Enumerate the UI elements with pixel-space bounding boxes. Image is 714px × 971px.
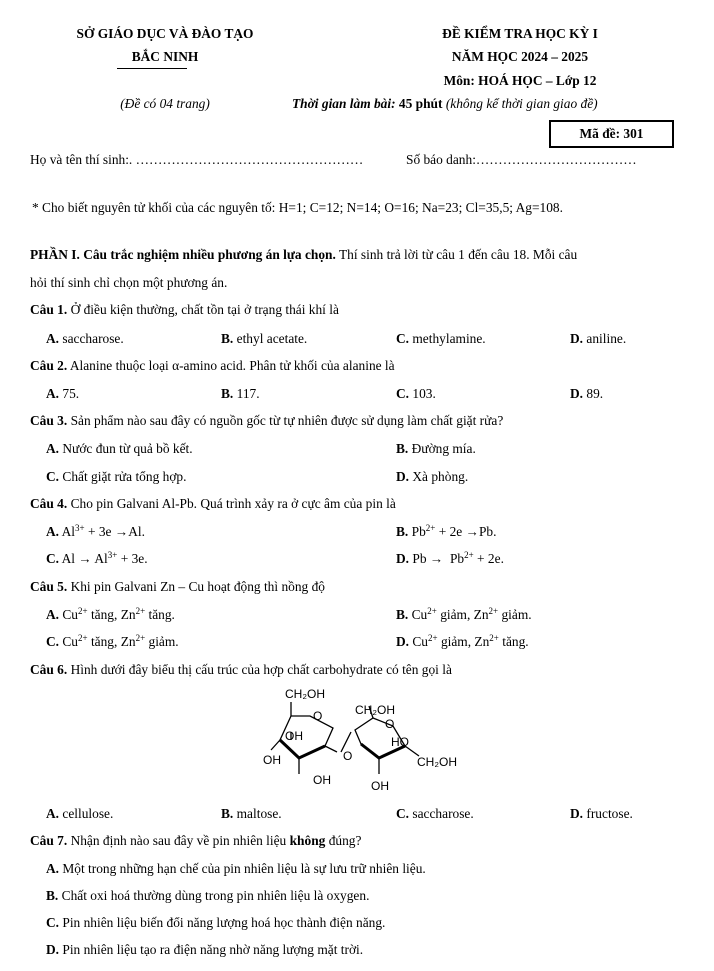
q4-option-a: A. $Al^{3+} + 3e \to Al$. bbox=[46, 523, 145, 539]
label-ch2oh-3: CH₂OH bbox=[417, 755, 457, 769]
question-number: Câu 7. bbox=[30, 833, 68, 848]
label-oh-2: OH bbox=[263, 753, 281, 767]
label-ch2oh-2: CH₂OH bbox=[355, 703, 395, 717]
q2-option-d: D. 89. bbox=[570, 386, 604, 401]
q1-option-d: D. aniline. bbox=[570, 331, 627, 346]
q4-option-c: C. $Al \to Al^{3+} + 3e$. bbox=[46, 550, 148, 566]
label-ring-o-1: O bbox=[313, 709, 323, 723]
exam-title: ĐỀ KIỂM TRA HỌC KỲ I bbox=[442, 26, 598, 41]
student-id-field: Số báo danh:……………………………… bbox=[406, 152, 637, 167]
q7-option-b: B. Chất oxi hoá thường dùng trong pin nhiên liệu là oxygen. bbox=[46, 888, 370, 903]
q1-option-a: A. saccharose. bbox=[46, 331, 124, 346]
question-number: Câu 4. bbox=[30, 496, 68, 511]
question-6 bbox=[30, 662, 452, 678]
q3-option-c: C. Chất giặt rửa tổng hợp. bbox=[46, 469, 187, 484]
q7-option-d: D. Pin nhiên liệu tạo ra điện năng nhờ năng lượng mặt trời. bbox=[46, 942, 364, 957]
question-number: Câu 1. bbox=[30, 302, 68, 317]
label-ho: HO bbox=[391, 735, 409, 749]
q1-option-b: B. ethyl acetate. bbox=[221, 331, 308, 346]
question-7: Câu 7. Nhận định nào sau đây về pin nhiên liệu không đúng? bbox=[30, 833, 362, 848]
question-text: Alanine thuộc loại α-amino acid. Phân tử khối của alanine là bbox=[67, 358, 395, 373]
part1-heading bbox=[30, 247, 577, 263]
q2-option-b: B. 117. bbox=[221, 386, 260, 401]
header-underline bbox=[117, 68, 187, 69]
q2-option-c: C. 103. bbox=[396, 386, 436, 401]
pages-note: (Đề có 04 trang) bbox=[120, 96, 210, 111]
q5-option-a: A. $Cu^{2+}$ tăng, $Zn^{2+}$ tăng. bbox=[46, 606, 175, 622]
question-text: Cho pin Galvani Al-Pb. Quá trình xảy ra ở cực âm của pin là bbox=[67, 496, 396, 511]
department-name: SỞ GIÁO DỤC VÀ ĐÀO TẠO bbox=[76, 26, 254, 41]
province-name: BẮC NINH bbox=[131, 49, 199, 64]
q2-option-a: A. 75. bbox=[46, 386, 80, 401]
school-year: NĂM HỌC 2024 – 2025 bbox=[451, 49, 589, 64]
label-ring-o-2: O bbox=[385, 717, 395, 731]
q3-option-b: B. Đường mía. bbox=[396, 441, 476, 456]
subject-line: Môn: HOÁ HỌC – Lớp 12 bbox=[443, 73, 597, 88]
q7-option-a: A. Một trong những hạn chế của pin nhiên liệu là sự lưu trữ nhiên liệu. bbox=[46, 861, 426, 876]
q7-option-c: C. Pin nhiên liệu biến đổi năng lượng hoá học thành điện năng. bbox=[46, 915, 386, 930]
exam-code-box: Mã đề: 301 bbox=[549, 120, 674, 148]
question-number: Câu 6. bbox=[30, 662, 68, 677]
time-value: 45 phút bbox=[398, 96, 443, 111]
time-note: (không kể thời gian giao đề) bbox=[445, 96, 598, 111]
q3-option-d: D. Xà phòng. bbox=[396, 469, 469, 484]
label-glycosidic-o: O bbox=[343, 749, 353, 763]
q4-option-b: B. $Pb^{2+} + 2e \to Pb$. bbox=[396, 523, 497, 539]
question-number: Câu 3. bbox=[30, 413, 68, 428]
label-oh-1: OH bbox=[285, 729, 303, 743]
q3-option-a: A. Nước đun từ quả bồ kết. bbox=[46, 441, 193, 456]
question-text: Khi pin Galvani Zn – Cu hoạt động thì nồng độ bbox=[67, 579, 325, 594]
question-text: Sản phẩm nào sau đây có nguồn gốc từ tự nhiên được sử dụng làm chất giặt rửa? bbox=[67, 413, 504, 428]
question-1 bbox=[30, 302, 339, 318]
question-text: Ở điều kiện thường, chất tồn tại ở trạng thái khí là bbox=[67, 302, 339, 317]
question-2 bbox=[30, 358, 395, 374]
question-5 bbox=[30, 579, 325, 595]
label-oh-4: OH bbox=[371, 779, 389, 793]
q4-option-d: D. $Pb \to Pb^{2+} + 2e$. bbox=[396, 550, 504, 566]
question-number: Câu 5. bbox=[30, 579, 68, 594]
q5-option-d: D. $Cu^{2+}$ giảm, $Zn^{2+}$ tăng. bbox=[396, 633, 529, 649]
label-ch2oh-1: CH₂OH bbox=[285, 687, 325, 701]
student-name-field: Họ và tên thí sinh:. …………………………………………… bbox=[30, 152, 364, 167]
label-oh-3: OH bbox=[313, 773, 331, 787]
time-label: Thời gian làm bài: bbox=[292, 96, 396, 111]
q5-option-c: C. $Cu^{2+}$ tăng, $Zn^{2+}$ giảm. bbox=[46, 633, 179, 649]
q5-option-b: B. $Cu^{2+}$ giảm, $Zn^{2+}$ giảm. bbox=[396, 606, 532, 622]
question-number: Câu 2. bbox=[30, 358, 68, 373]
q1-option-c: C. methylamine. bbox=[396, 331, 486, 346]
q6-option-a: A. cellulose. bbox=[46, 806, 114, 821]
time-line bbox=[292, 96, 598, 112]
part1-desc-1: Thí sinh trả lời từ câu 1 đến câu 18. Mỗi câu bbox=[335, 247, 578, 262]
question-4 bbox=[30, 496, 396, 512]
question-3 bbox=[30, 413, 503, 429]
atomic-mass-note: * Cho biết nguyên tử khối của các nguyên tố: H=1; C=12; N=14; O=16; Na=23; Cl=35,5; Ag=108. bbox=[32, 200, 563, 215]
part1-desc-2: hỏi thí sinh chỉ chọn một phương án. bbox=[30, 275, 228, 290]
q6-option-c: C. saccharose. bbox=[396, 806, 474, 821]
part1-title: PHẦN I. Câu trắc nghiệm nhiều phương án lựa chọn. bbox=[30, 247, 336, 262]
q6-option-b: B. maltose. bbox=[221, 806, 282, 821]
question-text: Hình dưới đây biểu thị cấu trúc của hợp chất carbohydrate có tên gọi là bbox=[67, 662, 452, 677]
q6-option-d: D. fructose. bbox=[570, 806, 633, 821]
saccharose-structure-diagram bbox=[255, 682, 475, 794]
